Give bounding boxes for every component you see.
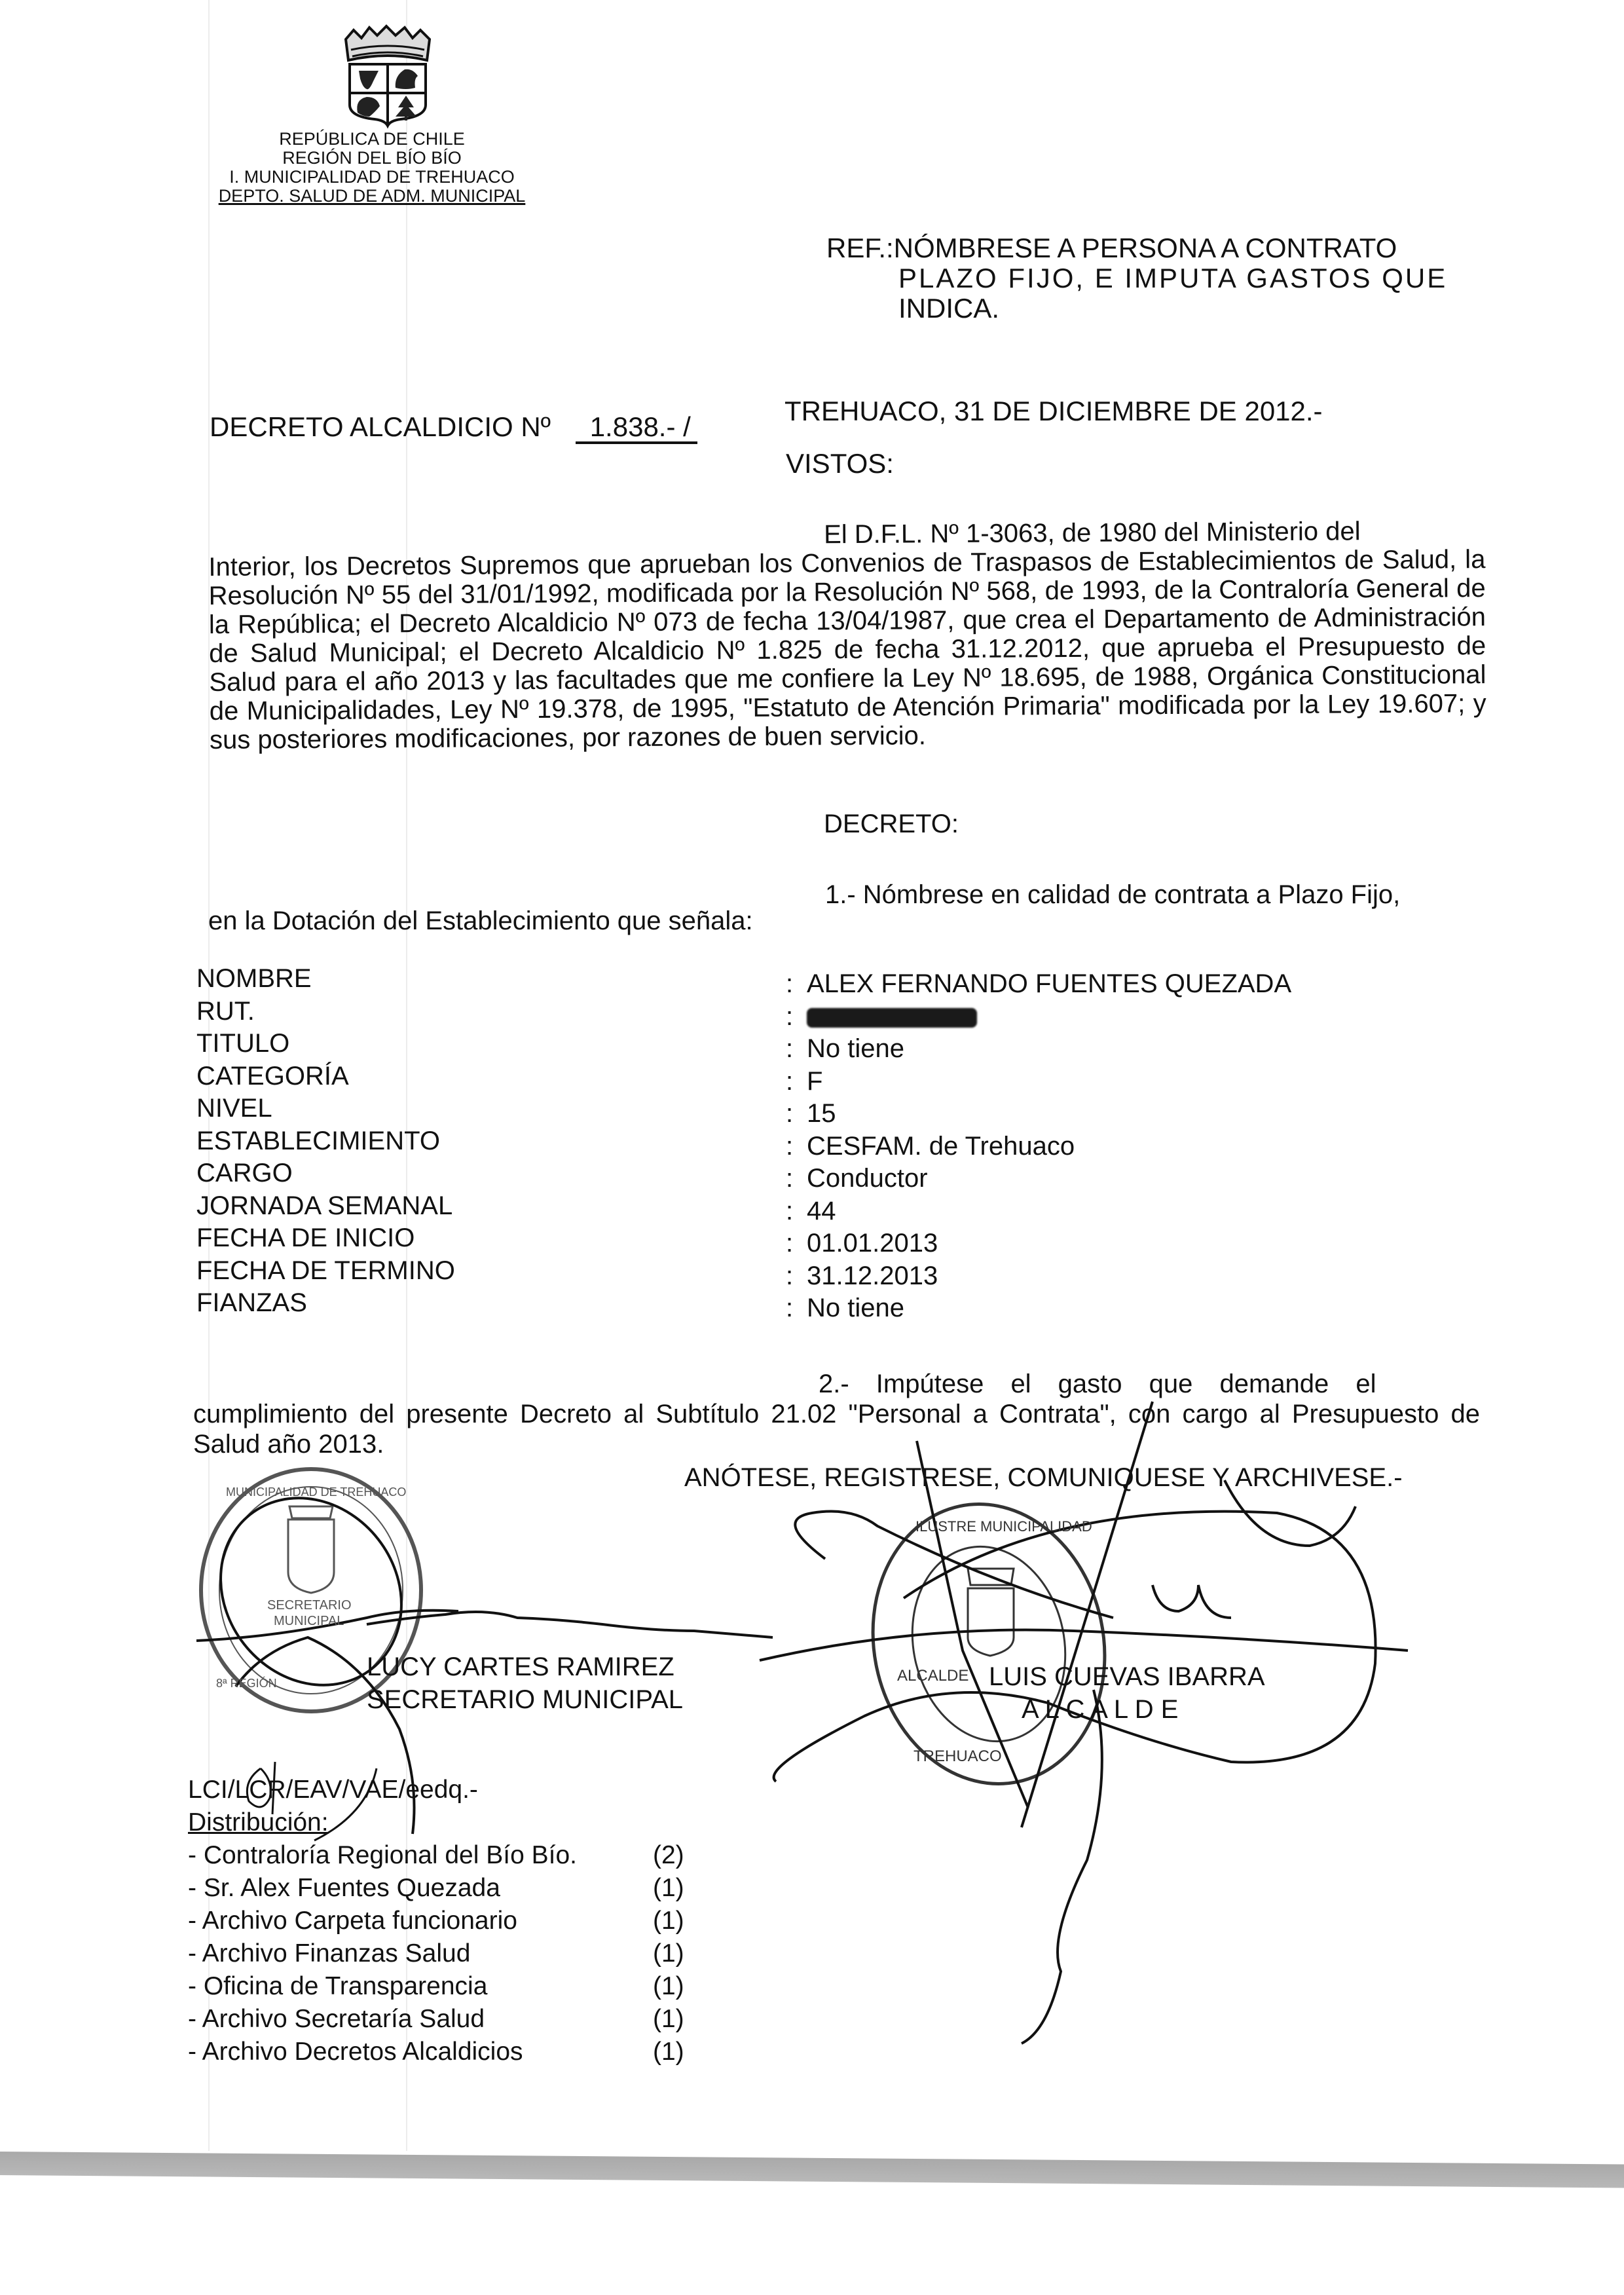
secretary-name: LUCY CARTES RAMIREZ: [367, 1652, 674, 1681]
distribution-list: [188, 1839, 684, 2068]
field-separator: :: [786, 1099, 794, 1128]
field-separator: :: [786, 1261, 794, 1290]
letterhead: [208, 130, 536, 206]
distribution-copies: (1): [653, 1907, 684, 1935]
distribution-item: [188, 1839, 684, 1872]
redacted-rut: [807, 1001, 977, 1034]
field-value: ALEX FERNANDO FUENTES QUEZADA: [807, 969, 1292, 998]
stamp-center-text-2: MUNICIPAL: [274, 1614, 344, 1628]
field-separator: :: [786, 1196, 794, 1225]
distribution-copies: (1): [653, 1874, 684, 1902]
mayor-signature-block: [989, 1660, 1265, 1726]
field-value: Conductor: [807, 1164, 928, 1193]
distribution-recipient: - Sr. Alex Fuentes Quezada: [188, 1874, 500, 1902]
place-date: TREHUACO, 31 DE DICIEMBRE DE 2012.-: [784, 396, 1323, 426]
secretary-title: SECRETARIO MUNICIPAL: [367, 1685, 684, 1714]
secretary-signature-block: [367, 1651, 683, 1716]
field-value: 31.12.2013: [807, 1261, 938, 1290]
scan-edge-shadow: [0, 2152, 1624, 2188]
field-separator: :: [786, 1001, 794, 1031]
article-2-text: cumplimiento del presente Decreto al Subtítulo 21.02 "Personal a Contrata", con cargo al Presupuesto de Salud año 2013.: [193, 1400, 1480, 1459]
reference-line: PLAZO FIJO, E IMPUTA GASTOS QUE: [898, 263, 1448, 293]
field-label: CARGO: [196, 1159, 293, 1187]
stamp-bottom-text: 8ª REGIÓN: [216, 1677, 277, 1690]
field-value: 44: [807, 1196, 836, 1225]
field-value: 15: [807, 1099, 836, 1128]
field-label: TITULO: [196, 1029, 290, 1058]
field-label: NIVEL: [196, 1094, 272, 1123]
field-separator: :: [786, 1294, 794, 1322]
distribution-recipient: - Archivo Finanzas Salud: [188, 1939, 471, 1968]
reference-block: [826, 233, 1447, 324]
field-label: NOMBRE: [196, 964, 312, 993]
decreto-heading: DECRETO:: [824, 810, 959, 838]
vistos-paragraph: [208, 516, 1486, 755]
stamp-ring-text: MUNICIPALIDAD DE TREHUACO: [226, 1485, 407, 1499]
field-label: JORNADA SEMANAL: [196, 1191, 453, 1220]
decree-number-line: [210, 411, 697, 444]
closing-formula: ANÓTESE, REGISTRESE, COMUNIQUESE Y ARCHIVESE.-: [684, 1463, 1403, 1492]
field-label: CATEGORÍA: [196, 1061, 349, 1091]
initials: LCI/LCR/EAV/VAE/eedq.-: [188, 1776, 478, 1804]
field-label: ESTABLECIMIENTO: [196, 1126, 440, 1155]
field-label: FECHA DE TERMINO: [196, 1256, 455, 1285]
reference-line: REF.:NÓMBRESE A PERSONA A CONTRATO: [826, 233, 1397, 263]
stamp-bottom-text: TREHUACO: [913, 1747, 1002, 1765]
distribution-item: [188, 1872, 684, 1905]
article-2: [193, 1369, 1480, 1459]
article-2-first-line: 2.- Impútese el gasto que demande el: [819, 1370, 1376, 1398]
letterhead-line: I. MUNICIPALIDAD DE TREHUACO: [229, 167, 515, 187]
distribution-item: [188, 1905, 684, 1937]
field-separator: :: [786, 969, 794, 998]
vistos-first-line: El D.F.L. Nº 1-3063, de 1980 del Ministerio del: [823, 517, 1361, 550]
distribution-item: [188, 2036, 684, 2068]
field-label: FIANZAS: [196, 1288, 307, 1317]
field-value: CESFAM. de Trehuaco: [807, 1131, 1075, 1161]
distribution-block: [188, 1774, 684, 2068]
distribution-copies: (1): [653, 1939, 684, 1968]
field-separator: :: [786, 1131, 794, 1161]
field-label: RUT.: [196, 996, 255, 1026]
distribution-item: [188, 2003, 684, 2036]
stamp-ring-text: ILUSTRE MUNICIPALIDAD: [915, 1518, 1092, 1535]
decree-label: DECRETO ALCALDICIO Nº: [210, 411, 551, 442]
distribution-copies: (2): [653, 1841, 684, 1869]
distribution-copies: (1): [653, 2005, 684, 2033]
distribution-title: Distribución:: [188, 1808, 329, 1837]
vistos-text: Interior, los Decretos Supremos que aprueban los Convenios de Traspasos de Establecimientos de Salud, la Resolución Nº 55 del 31/01/1992, modificada por la Resolución Nº 568, de 1993, de la Contraloría General de la República; el Decreto Alcaldicio Nº 073 de fecha 13/04/1987, que crea el Departamento de Administración de Salud Municipal; el Decreto Alcaldicio Nº 1.825 de fecha 31.12.2012, que aprueba el Presupuesto de Salud para el año 2013 y las facultades que me confiere la Ley Nº 18.695, de 1988, Orgánica Constitucional de Municipalidades, Ley Nº 19.378, de 1995, "Estatuto de Atención Primaria" modificada por la Ley 19.607; y sus posteriores modificaciones, por razones de buen servicio.: [208, 545, 1486, 755]
mayor-title: A L C A L D E: [1022, 1695, 1179, 1724]
stamp-center-text: ALCALDE: [897, 1667, 969, 1685]
distribution-item: [188, 1937, 684, 1970]
distribution-copies: (1): [653, 1972, 684, 2000]
distribution-recipient: - Oficina de Transparencia: [188, 1972, 488, 2000]
distribution-copies: (1): [653, 2038, 684, 2066]
mayor-name: LUIS CUEVAS IBARRA: [989, 1662, 1265, 1691]
article-1-first-line: 1.- Nómbrese en calidad de contrata a Plazo Fijo,: [825, 880, 1401, 909]
distribution-recipient: - Archivo Carpeta funcionario: [188, 1907, 517, 1935]
vistos-heading: VISTOS:: [786, 448, 894, 479]
department-name: DEPTO. SALUD DE ADM. MUNICIPAL: [218, 186, 526, 206]
distribution-item: [188, 1970, 684, 2003]
field-value: F: [807, 1066, 823, 1096]
stamp-center-text: SECRETARIO: [267, 1598, 352, 1613]
field-value: 01.01.2013: [807, 1229, 938, 1258]
field-separator: :: [786, 1066, 794, 1096]
decree-number: 1.838.- /: [576, 414, 697, 444]
redaction-mark: [807, 1008, 977, 1028]
letterhead-line: REPÚBLICA DE CHILE: [279, 129, 465, 149]
distribution-recipient: - Contraloría Regional del Bío Bío.: [188, 1841, 577, 1869]
letterhead-line: REGIÓN DEL BÍO BÍO: [282, 148, 462, 168]
field-separator: :: [786, 1034, 794, 1063]
field-value: No tiene: [807, 1294, 904, 1322]
distribution-recipient: - Archivo Secretaría Salud: [188, 2005, 485, 2033]
municipal-coat-of-arms-icon: [346, 26, 430, 126]
distribution-recipient: - Archivo Decretos Alcaldicios: [188, 2038, 523, 2066]
reference-line: INDICA.: [898, 293, 1000, 324]
field-value: No tiene: [807, 1034, 904, 1063]
field-label: FECHA DE INICIO: [196, 1223, 415, 1252]
article-1-second-line: en la Dotación del Establecimiento que señala:: [208, 906, 753, 935]
field-separator: :: [786, 1229, 794, 1258]
field-separator: :: [786, 1164, 794, 1193]
